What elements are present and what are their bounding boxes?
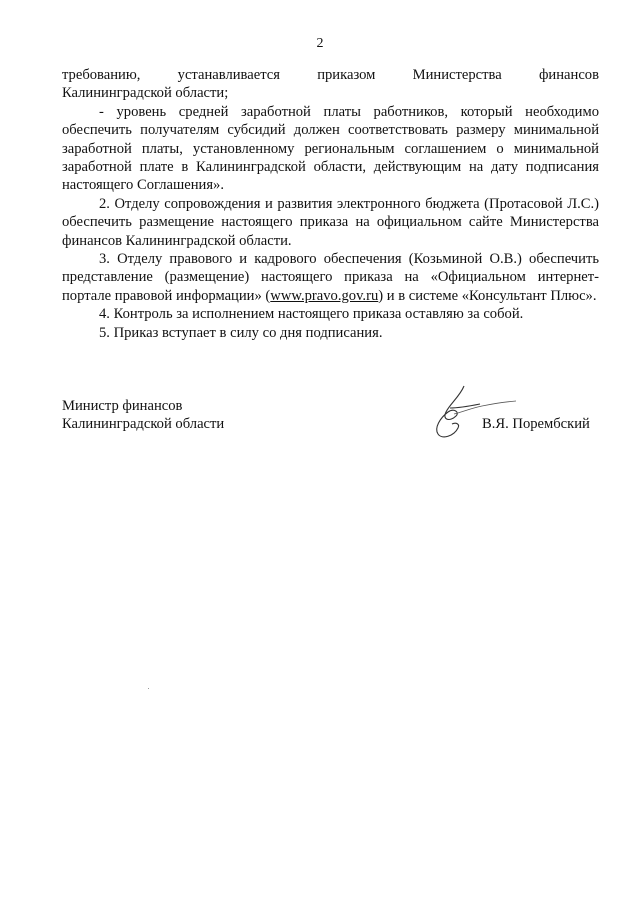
signatory-position xyxy=(62,397,224,434)
paragraph-continuation xyxy=(62,66,599,103)
paragraph-item-3-text-after: ) и в системе «Консультант Плюс». xyxy=(378,287,597,304)
paragraph-continuation-line1: требованию, устанавливается приказом Министерства финансов xyxy=(62,67,599,83)
signatory-name: В.Я. Порембский xyxy=(482,416,590,432)
paragraph-item-2: 2. Отделу сопровождения и развития электронного бюджета (Протасовой Л.С.) обеспечить размещение настоящего приказа на официальном сайте Министерства финансов Калининградской области. xyxy=(62,195,599,249)
paragraph-salary-requirement: - уровень средней заработной платы работников, который необходимо обеспечить получателям субсидий должен соответствовать размеру минимальной заработной платы, установленному региональным соглашением о минимальной заработной плате в Калининградской области, действующим на дату подписания настоящего Соглашения». xyxy=(62,103,599,194)
paragraph-continuation-rest: Калининградской области; xyxy=(62,85,229,102)
handwritten-signature xyxy=(420,378,520,448)
pravo-gov-link[interactable]: www.pravo.gov.ru xyxy=(270,287,379,304)
signatory-position-line1: Министр финансов xyxy=(62,398,183,414)
paragraph-item-3 xyxy=(62,250,599,305)
paragraph-item-5: 5. Приказ вступает в силу со дня подписания. xyxy=(99,324,383,341)
page-number: 2 xyxy=(316,36,324,51)
signatory-position-line2: Калининградской области xyxy=(62,416,225,433)
scan-speck xyxy=(148,688,149,689)
paragraph-item-3-text-before: 3. Отделу правового и кадрового обеспечения (Козьминой О.В.) обеспечить представление (размещение) настоящего приказа на «Официальном интернет-портале правовой информации» ( xyxy=(62,251,599,304)
paragraph-item-4: 4. Контроль за исполнением настоящего приказа оставляю за собой. xyxy=(99,306,524,323)
document-body xyxy=(62,66,599,342)
